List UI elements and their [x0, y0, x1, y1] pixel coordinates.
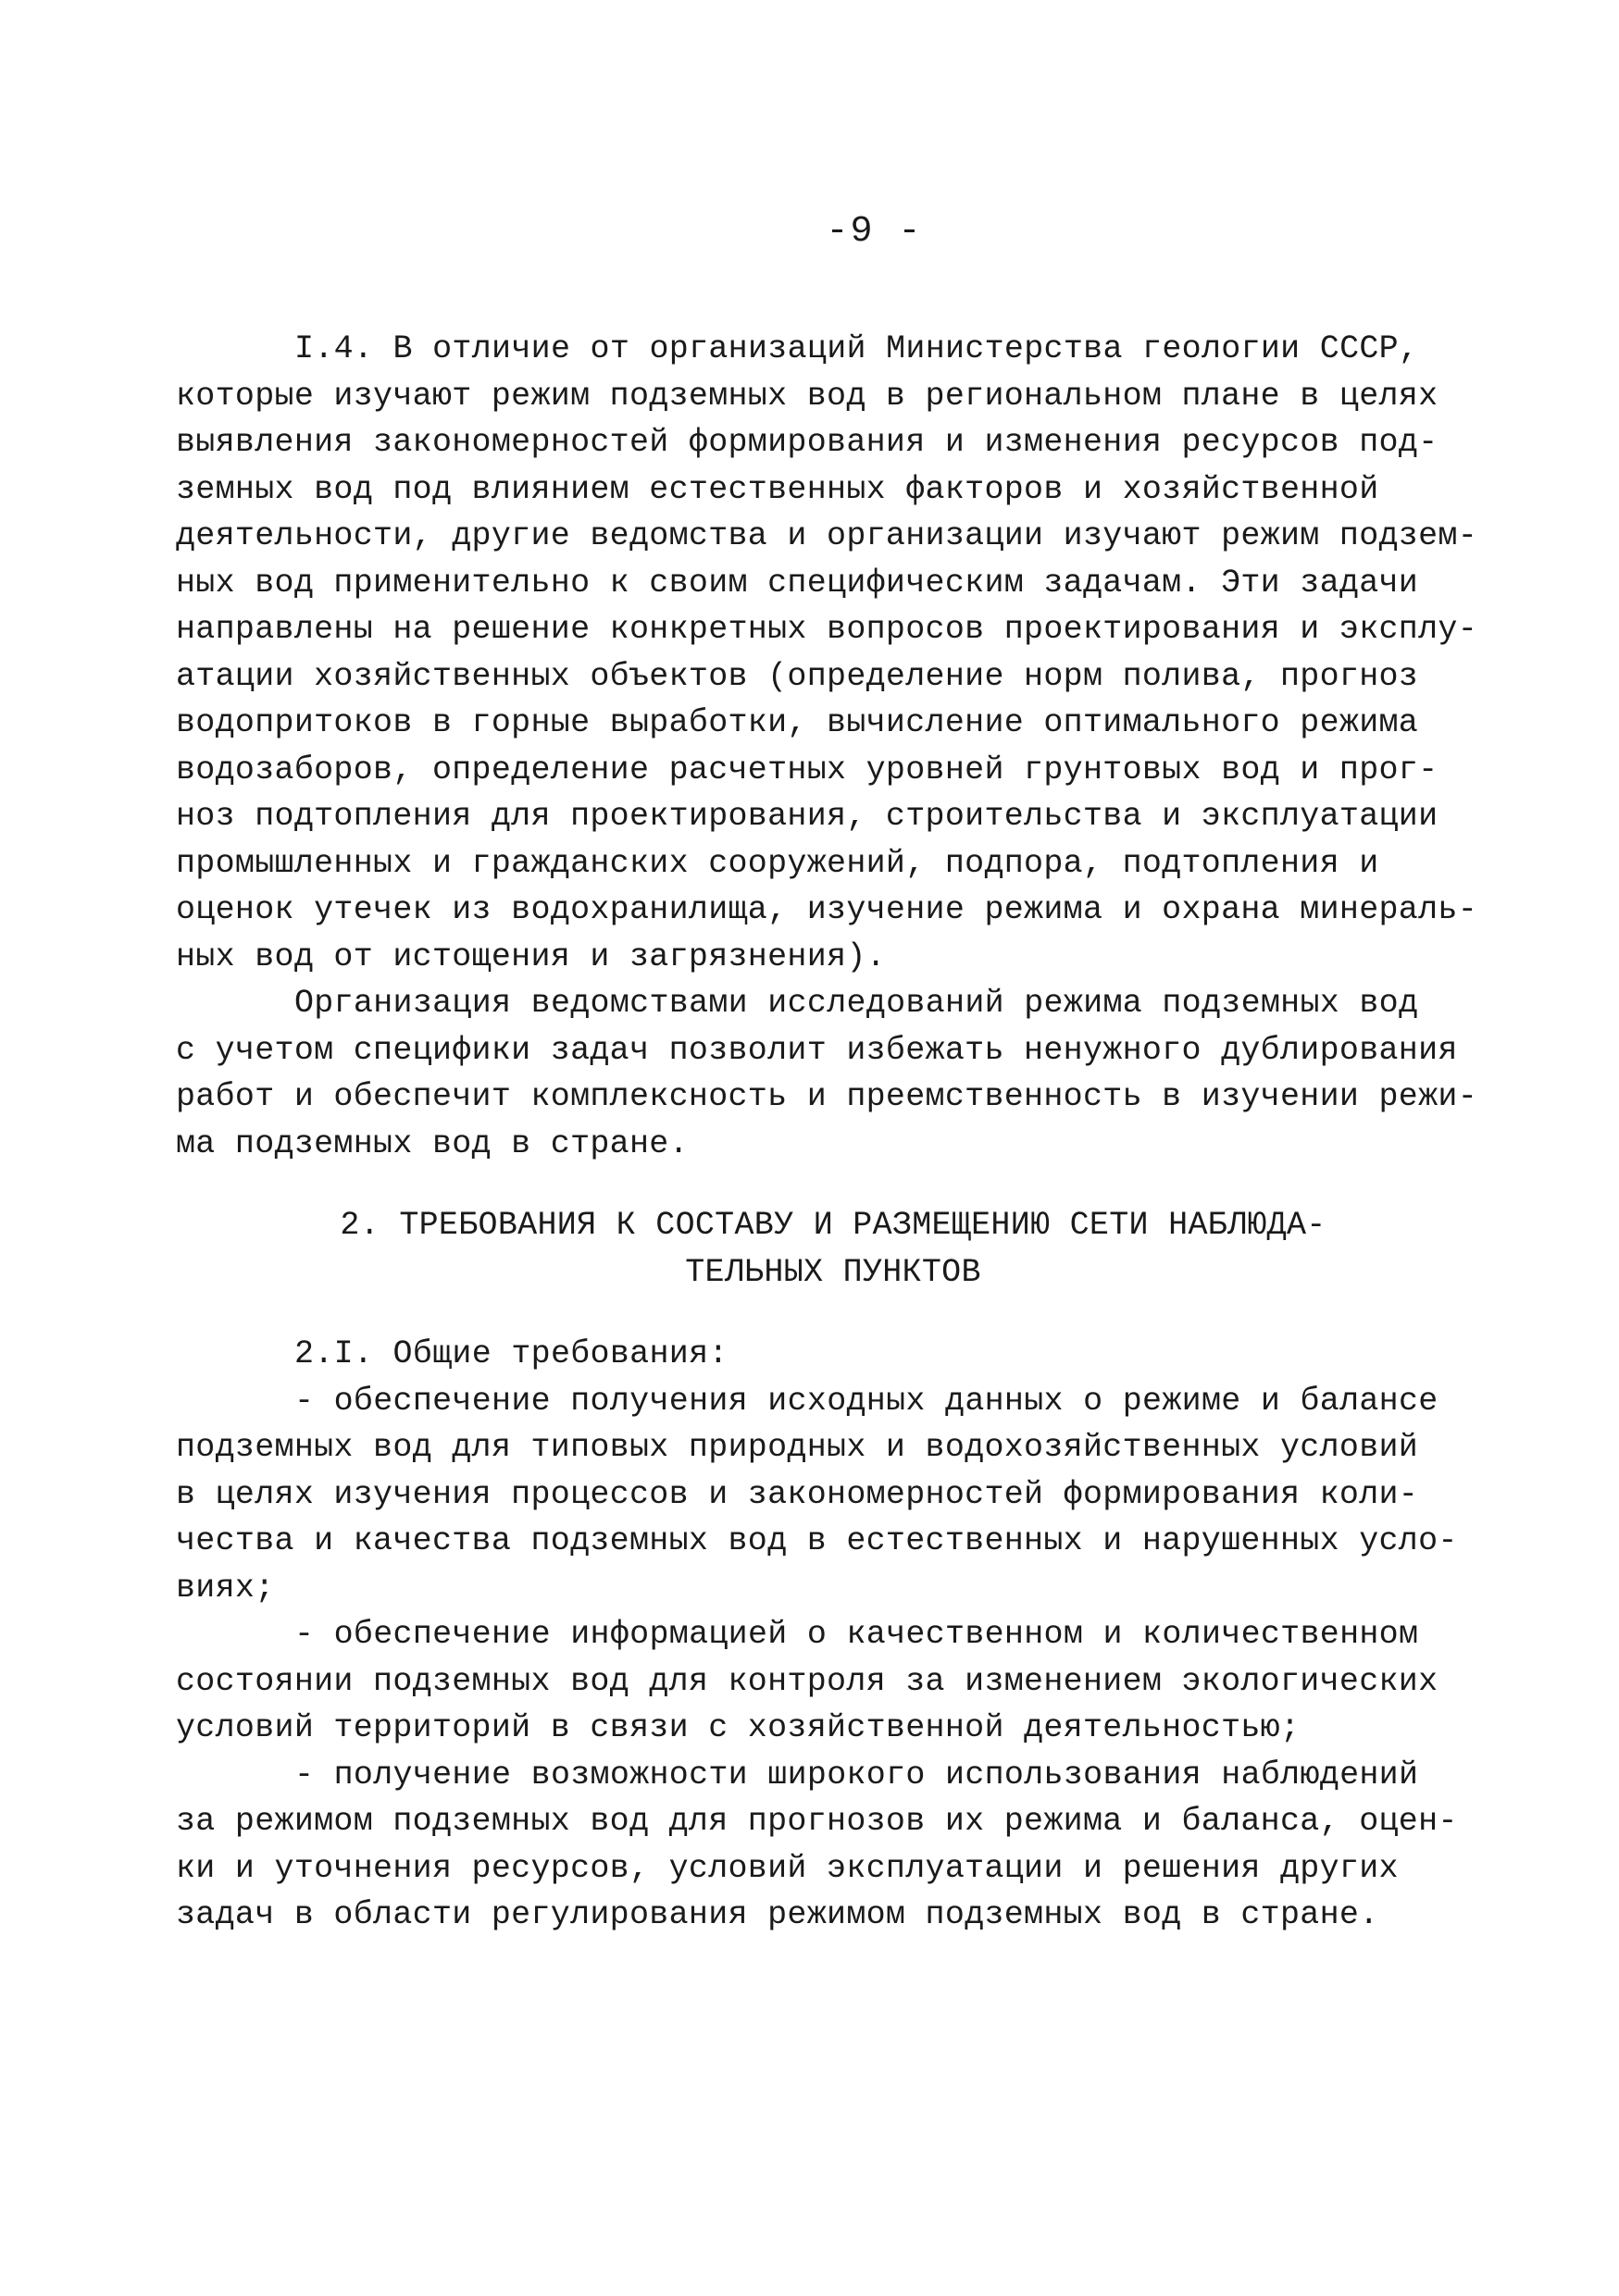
text-line: ма подземных вод в стране. — [176, 1124, 689, 1162]
text-line: за режимом подземных вод для прогнозов их режима и баланса, оцен- — [176, 1803, 1458, 1840]
text-line: чества и качества подземных вод в естественных и нарушенных усло- — [176, 1522, 1458, 1559]
text-line: I.4. В отличие от организаций Министерства геологии СССР, — [294, 330, 1419, 367]
text-line: оценок утечек из водохранилища, изучение режима и охрана минераль- — [176, 891, 1478, 928]
text-line: Организация ведомствами исследований режима подземных вод — [294, 985, 1419, 1022]
text-line: промышленных и гражданских сооружений, подпора, подтопления и — [176, 844, 1379, 882]
document-body — [176, 326, 1490, 1939]
subheading-general-requirements: 2.I. Общие требования: — [294, 1335, 729, 1372]
text-line: направлены на решение конкретных вопросов проектирования и эксплу- — [176, 611, 1478, 648]
text-line: в целях изучения процессов и закономерностей формирования коли- — [176, 1475, 1419, 1513]
spacer — [176, 1167, 1490, 1202]
text-line: подземных вод для типовых природных и водохозяйственных условий — [176, 1429, 1419, 1466]
text-line: - получение возможности широкого использования наблюдений — [294, 1756, 1419, 1793]
text-line: ки и уточнения ресурсов, условий эксплуатации и решения других — [176, 1849, 1399, 1887]
text-line: виях; — [176, 1569, 275, 1607]
text-line: состоянии подземных вод для контроля за изменением экологических — [176, 1662, 1438, 1700]
requirement-item-1 — [176, 1378, 1490, 1612]
section-2-heading — [176, 1202, 1490, 1296]
page-number: -9 - — [826, 211, 923, 253]
heading-line: 2. ТРЕБОВАНИЯ К СОСТАВУ И РАЗМЕЩЕНИЮ СЕТИ НАБЛЮДА- — [340, 1207, 1326, 1244]
text-line: деятельности, другие ведомства и организации изучают режим подзем- — [176, 517, 1478, 554]
text-line: выявления закономерностей формирования и изменения ресурсов под- — [176, 424, 1438, 461]
text-line: ных вод применительно к своим специфическим задачам. Эти задачи — [176, 564, 1419, 602]
text-line: атации хозяйственных объектов (определение норм полива, прогноз — [176, 657, 1419, 695]
requirement-item-2 — [176, 1611, 1490, 1752]
text-line: водопритоков в горные выработки, вычисление оптимального режима — [176, 704, 1419, 741]
text-line: условий территорий в связи с хозяйственной деятельностью; — [176, 1709, 1301, 1746]
text-line: с учетом специфики задач позволит избежать ненужного дублирования — [176, 1031, 1458, 1069]
heading-line: ТЕЛЬНЫХ ПУНКТОВ — [685, 1253, 981, 1291]
text-line: работ и обеспечит комплексность и преемственность в изучении режи- — [176, 1078, 1478, 1115]
text-line: - обеспечение информацией о качественном и количественном — [294, 1616, 1419, 1653]
text-line: задач в области регулирования режимом подземных вод в стране. — [176, 1896, 1379, 1933]
text-line: - обеспечение получения исходных данных о режиме и балансе — [294, 1382, 1438, 1420]
paragraph-1-4 — [176, 326, 1490, 980]
text-line: ноз подтопления для проектирования, строительства и эксплуатации — [176, 798, 1438, 835]
text-line: земных вод под влиянием естественных факторов и хозяйственной — [176, 470, 1379, 508]
requirement-item-3 — [176, 1752, 1490, 1939]
spacer — [176, 1296, 1490, 1331]
text-line: ных вод от истощения и загрязнения). — [176, 937, 886, 975]
text-line: которые изучают режим подземных вод в региональном плане в целях — [176, 377, 1438, 415]
text-line: водозаборов, определение расчетных уровней грунтовых вод и прог- — [176, 751, 1438, 788]
paragraph-organization — [176, 980, 1490, 1167]
